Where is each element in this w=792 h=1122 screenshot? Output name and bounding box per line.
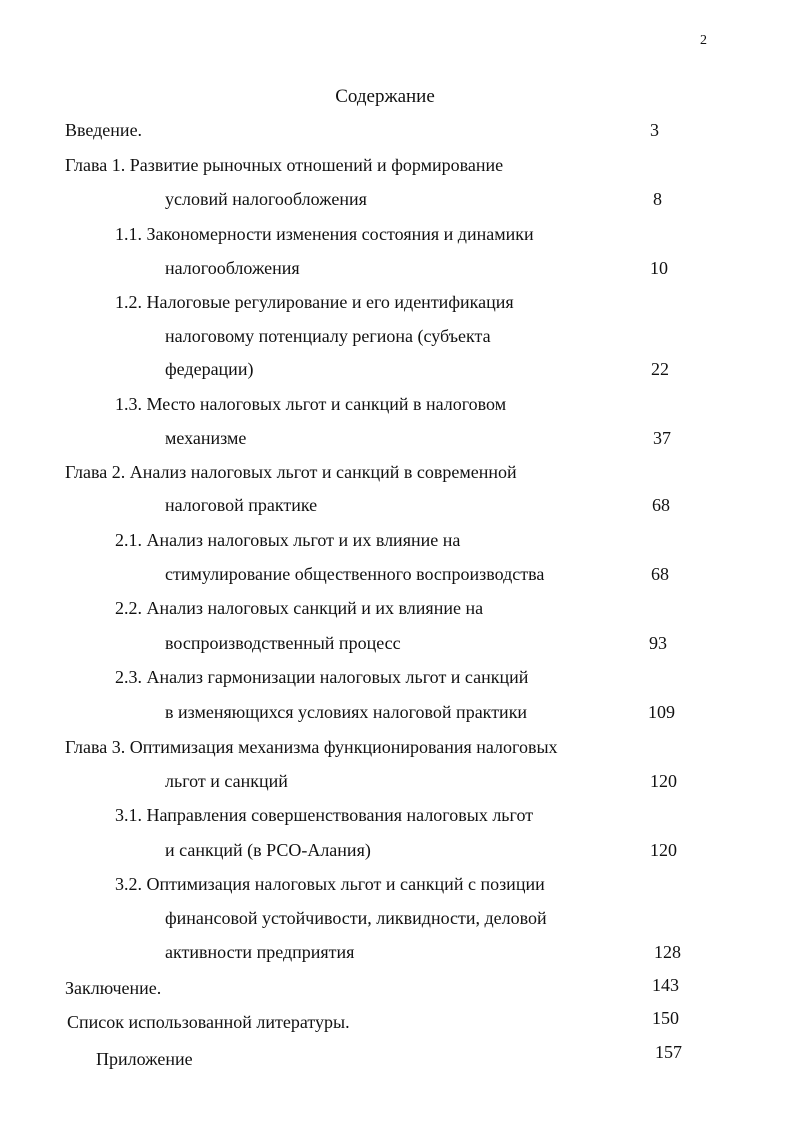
toc-entry-s12-line1: 1.2. Налоговые регулирование и его идентификация <box>115 292 514 312</box>
toc-entry-s12-line3: федерации) <box>165 359 254 379</box>
page-number: 2 <box>700 33 707 48</box>
toc-entry-s32-line2: финансовой устойчивости, ликвидности, деловой <box>165 908 547 928</box>
toc-entry-conclusion: Заключение. <box>65 978 162 998</box>
toc-page-s32: 128 <box>654 942 681 962</box>
toc-title: Содержание <box>335 86 435 107</box>
toc-entry-s11-line1: 1.1. Закономерности изменения состояния и динамики <box>115 224 534 244</box>
toc-entry-ch2-line2: налоговой практике <box>165 495 318 515</box>
toc-page-appendix: 157 <box>655 1042 682 1062</box>
toc-entry-s31-line2: и санкций (в РСО-Алания) <box>165 840 371 860</box>
toc-entry-s23-line1: 2.3. Анализ гармонизации налоговых льгот и санкций <box>115 667 529 687</box>
toc-entry-s32-line1: 3.2. Оптимизация налоговых льгот и санкций с позиции <box>115 874 545 894</box>
toc-page-ch2: 68 <box>652 495 670 515</box>
toc-entry-s23-line2: в изменяющихся условиях налоговой практики <box>165 702 528 722</box>
toc-entry-s11-line2: налогообложения <box>165 258 300 278</box>
toc-entry-s32-line3: активности предприятия <box>165 942 355 962</box>
toc-page-s31: 120 <box>650 840 677 860</box>
toc-entry-s13-line2: механизме <box>165 428 247 448</box>
toc-entry-references: Список использованной литературы. <box>67 1012 350 1032</box>
toc-entry-s22-line1: 2.2. Анализ налоговых санкций и их влияние на <box>115 598 484 618</box>
toc-entry-ch3-line2: льгот и санкций <box>165 771 288 791</box>
toc-page-s23: 109 <box>648 702 675 722</box>
toc-entry-s31-line1: 3.1. Направления совершенствования налоговых льгот <box>115 805 534 825</box>
toc-page-intro: 3 <box>650 120 659 140</box>
toc-page-s12: 22 <box>651 359 669 379</box>
toc-entry-ch2-line1: Глава 2. Анализ налоговых льгот и санкций в современной <box>65 462 517 482</box>
toc-page-ch1: 8 <box>653 189 662 209</box>
toc-page-s13: 37 <box>653 428 671 448</box>
toc-page-s22: 93 <box>649 633 667 653</box>
toc-page-s21: 68 <box>651 564 669 584</box>
toc-entry-s22-line2: воспроизводственный процесс <box>165 633 401 653</box>
toc-entry-s12-line2: налоговому потенциалу региона (субъекта <box>165 326 491 346</box>
toc-entry-s21-line1: 2.1. Анализ налоговых льгот и их влияние на <box>115 530 461 550</box>
toc-page-s11: 10 <box>650 258 668 278</box>
toc-entry-s21-line2: стимулирование общественного воспроизводства <box>165 564 545 584</box>
toc-page-references: 150 <box>652 1008 679 1028</box>
toc-entry-s13-line1: 1.3. Место налоговых льгот и санкций в налоговом <box>115 394 507 414</box>
toc-page-ch3: 120 <box>650 771 677 791</box>
toc-page-conclusion: 143 <box>652 975 679 995</box>
toc-entry-intro: Введение. <box>65 120 143 140</box>
toc-entry-appendix: Приложение <box>96 1049 193 1069</box>
toc-entry-ch1-line1: Глава 1. Развитие рыночных отношений и формирование <box>65 155 504 175</box>
toc-entry-ch3-line1: Глава 3. Оптимизация механизма функционирования налоговых <box>65 737 558 757</box>
toc-entry-ch1-line2: условий налогообложения <box>165 189 367 209</box>
